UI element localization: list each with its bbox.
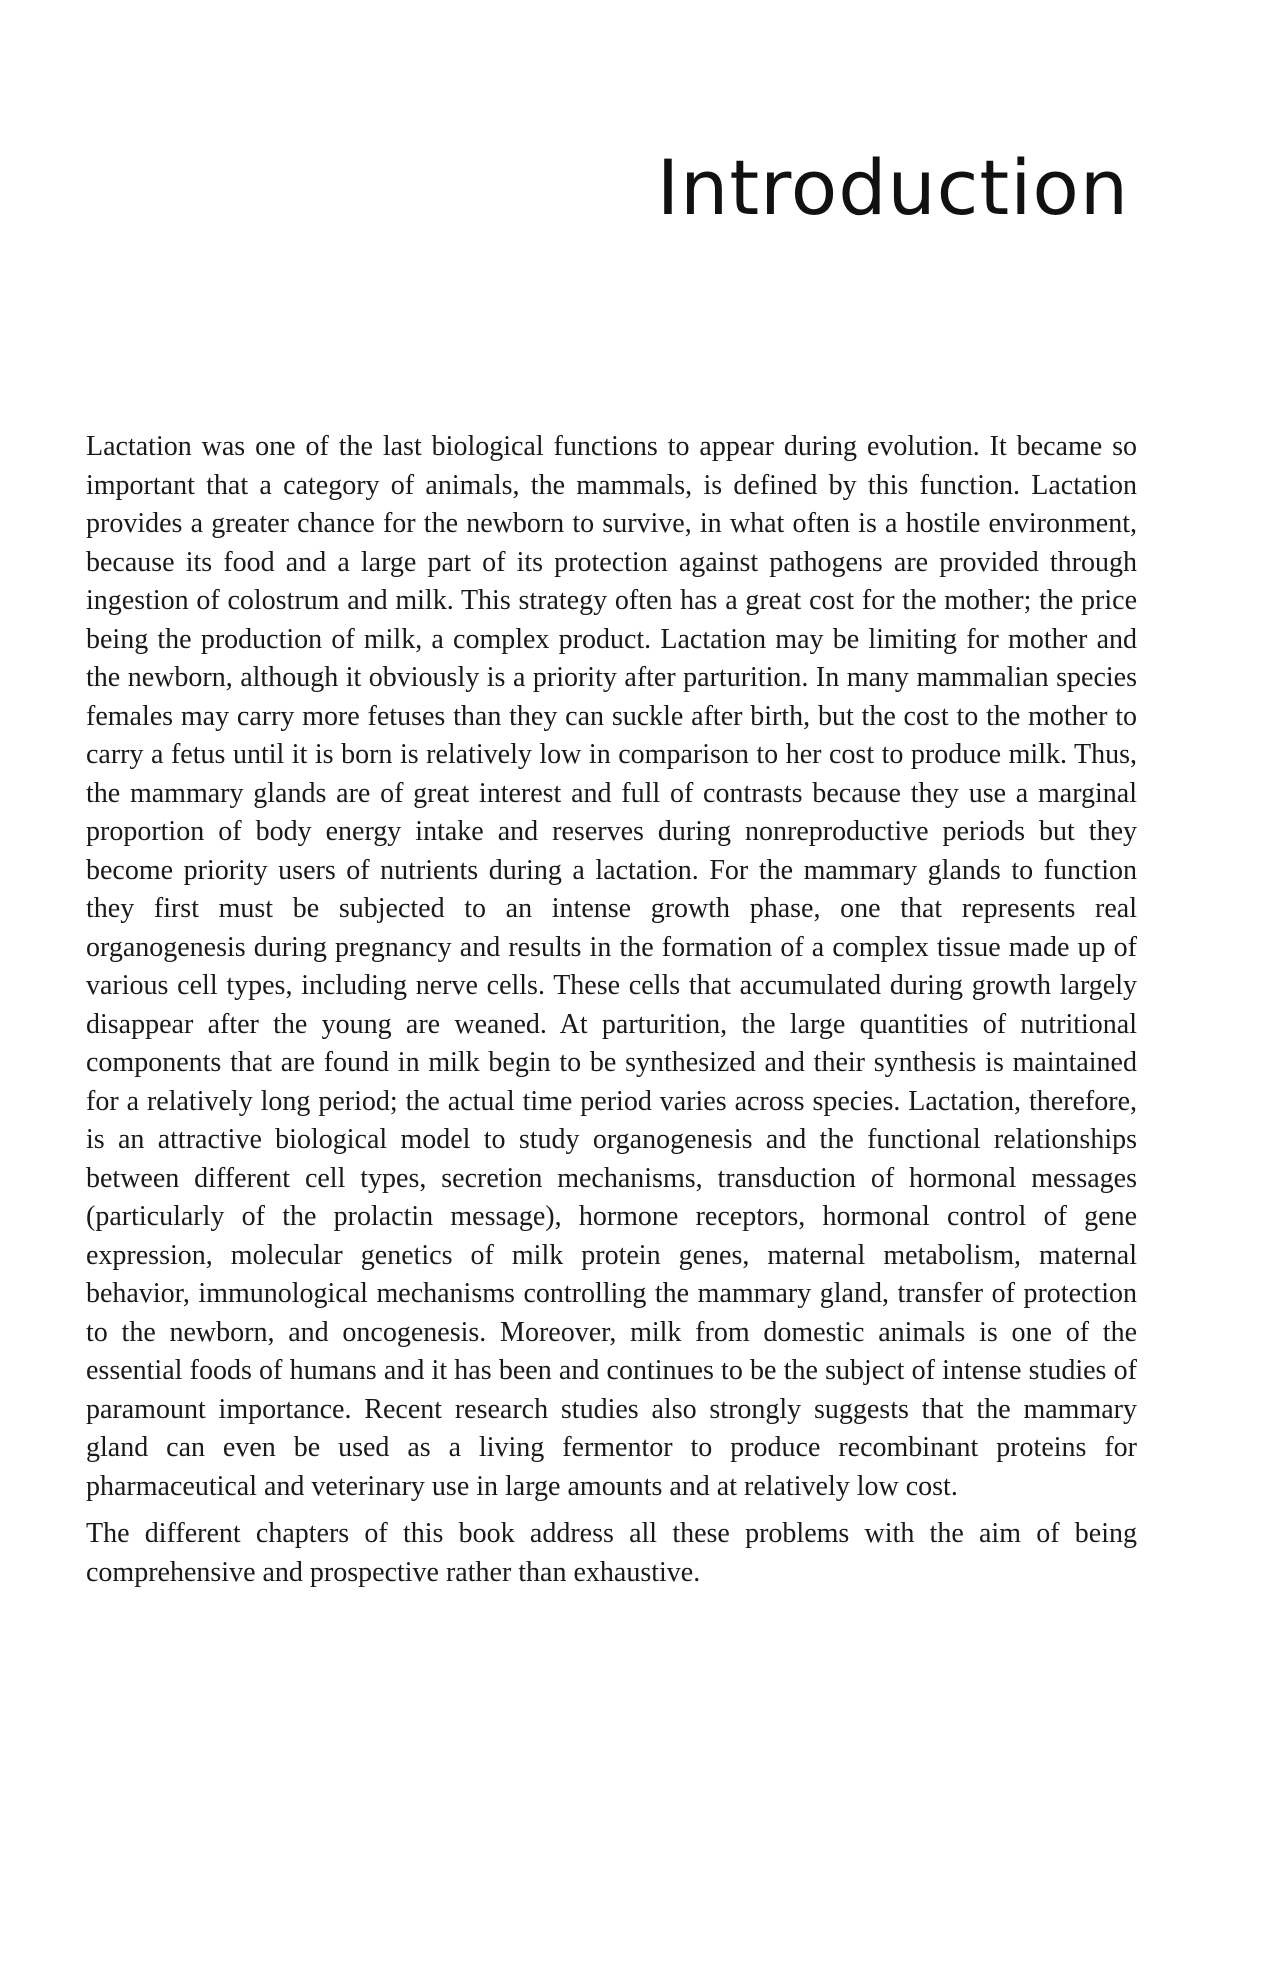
paragraph-2: The different chapters of this book address all these problems with the aim of being comprehensive and prospective rather than exhaustive.: [86, 1518, 1137, 1588]
chapter-title: Introduction: [656, 143, 1129, 232]
paragraph-1: Lactation was one of the last biological functions to appear during evolution. It became so important that a category of animals, the mammals, is defined by this function. Lactation provides a greater chance for the newborn to survive, in what often is a hostile environment, because its food and a large part of its protection against pathogens are provided through ingestion of colostrum and milk. This strategy often has a great cost for the mother; the price being the production of milk, a complex product. Lactation may be limiting for mother and the newborn, although it obviously is a priority after parturition. In many mammalian species females may carry more fetuses than they can suckle after birth, but the cost to the mother to carry a fetus until it is born is relatively low in comparison to her cost to produce milk. Thus, the mammary glands are of great interest and full of contrasts because they use a marginal proportion of body energy intake and reserves during nonreproductive periods but they become priority users of nutrients during a lactation. For the mammary glands to function they first must be subjected to an intense growth phase, one that represents real organogenesis during pregnancy and results in the formation of a complex tissue made up of various cell types, including nerve cells. These cells that accumulated during growth largely disappear after the young are weaned. At parturition, the large quantities of nutritional components that are found in milk begin to be synthesized and their synthesis is maintained for a relatively long period; the actual time period varies across species. Lactation, therefore, is an attractive biological model to study organogenesis and the functional relationships between different cell types, secretion mechanisms, transduction of hormonal messages (particularly of the prolactin message), hormone receptors, hormonal control of gene expression, molecular genetics of milk protein genes, maternal metabolism, maternal behavior, immunological mechanisms controlling the mammary gland, transfer of protection to the newborn, and oncogenesis. Moreover, milk from domestic animals is one of the essential foods of humans and it has been and continues to be the subject of intense studies of paramount importance. Recent research studies also strongly suggests that the mammary gland can even be used as a living fermentor to produce recombinant proteins for pharmaceutical and veterinary use in large amounts and at relatively low cost.: [86, 431, 1137, 1502]
body-text: [86, 428, 1137, 1592]
